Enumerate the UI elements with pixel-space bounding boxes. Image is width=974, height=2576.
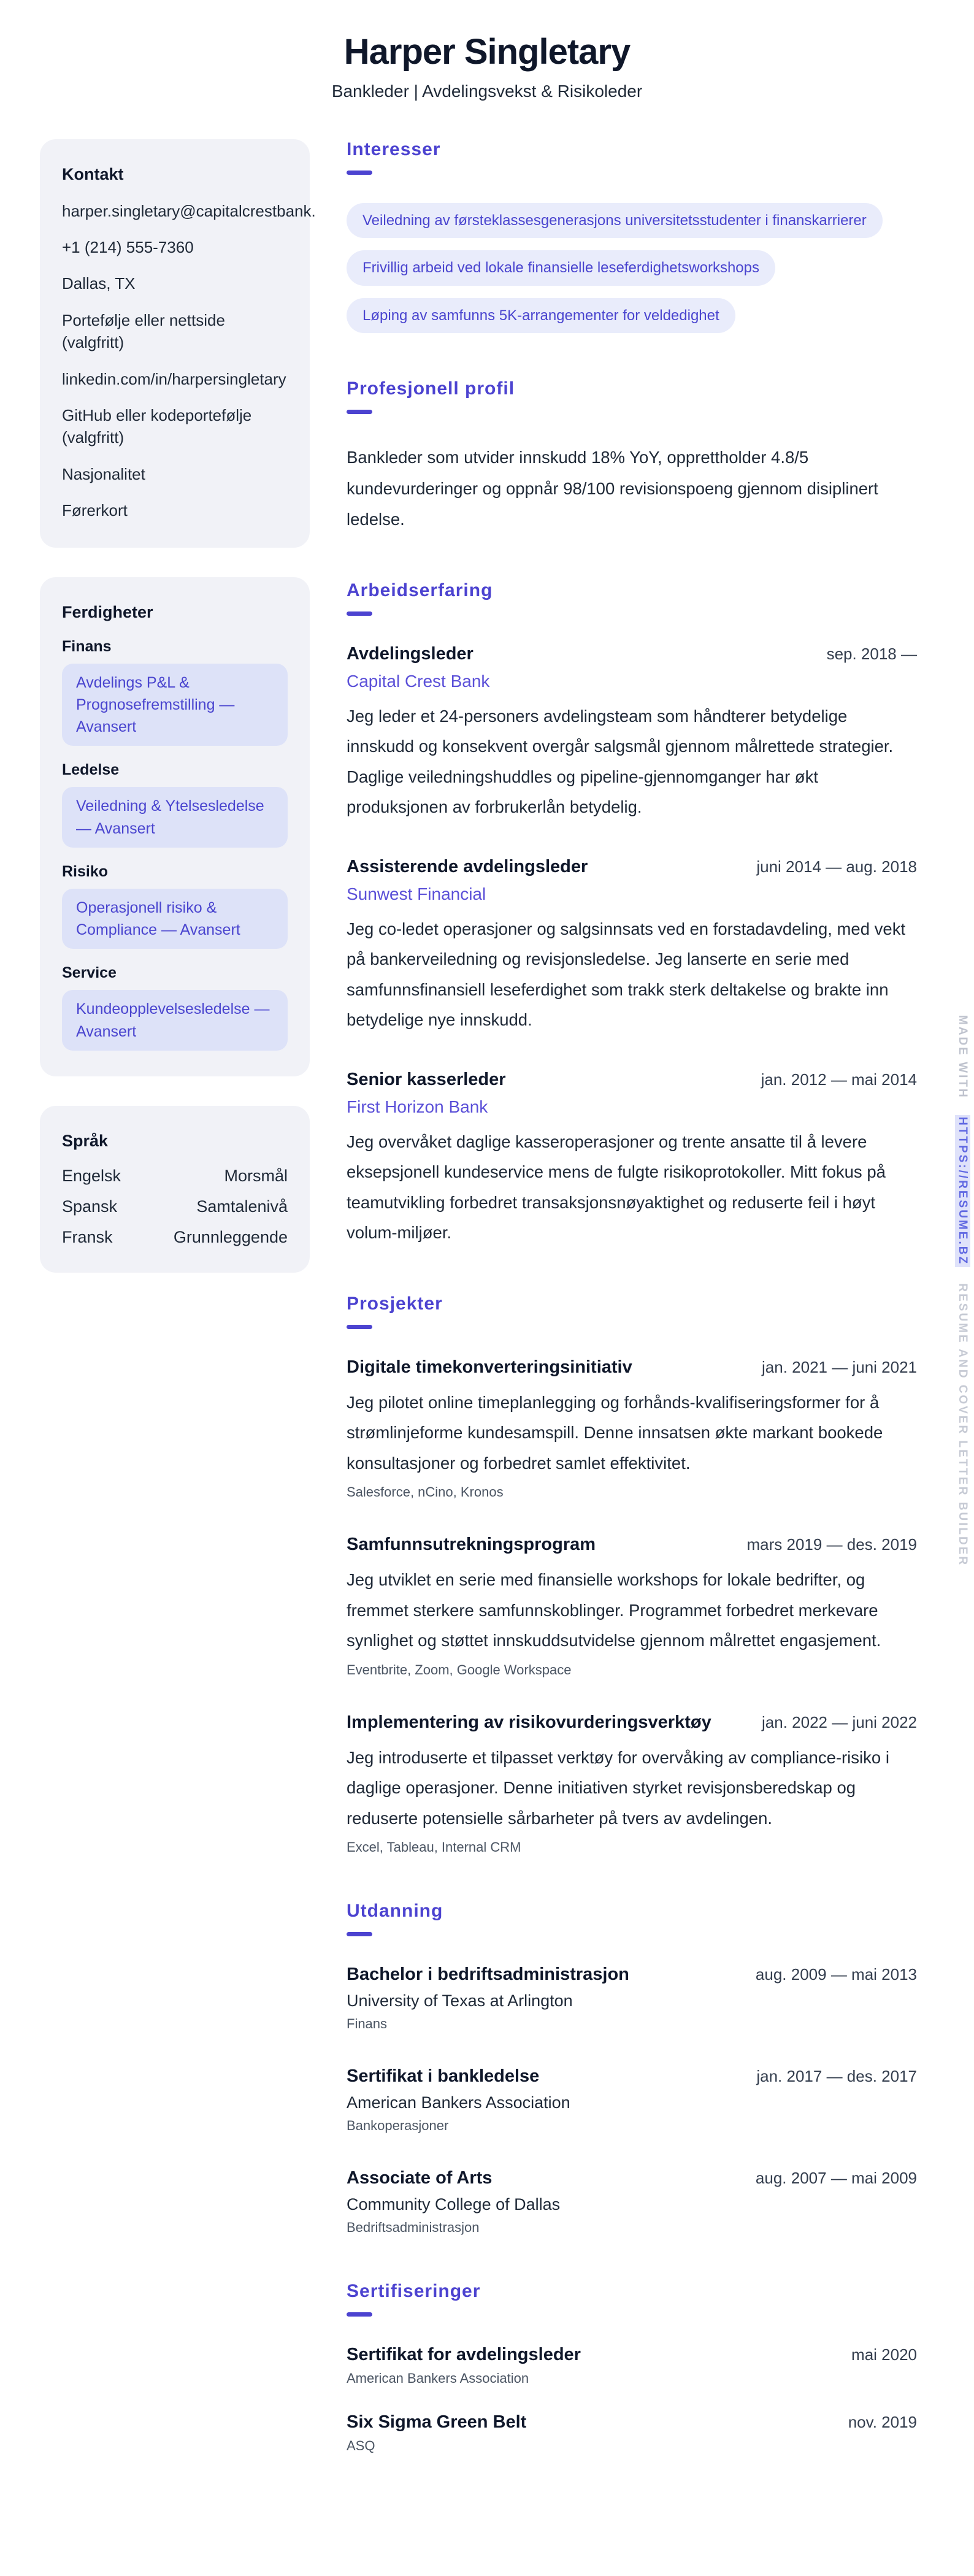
job-subtitle: Bankleder | Avdelingsvekst & Risikoleder — [331, 81, 643, 101]
job-description: Jeg co-ledet operasjoner og salgsinnsats ved en forstadavdeling, med vekt på bankerveiledning og revisjonsledelse. Jeg lanserte en serie med samfunnsfinansiell leseferdighet som trakk sterk deltakelse og brakte inn betydelige nye innskudd. — [347, 919, 906, 1030]
contact-email[interactable]: harper.singletary@capitalcrestbank. — [62, 201, 316, 220]
education-dates: aug. 2007 — mai 2009 — [755, 2169, 917, 2188]
interest-row — [347, 298, 917, 334]
project-entry — [347, 1535, 917, 1678]
interests-heading: Interesser — [347, 139, 441, 159]
project-title: Samfunnsutrekningsprogram — [347, 1535, 596, 1555]
certification-name: Six Sigma Green Belt — [347, 2412, 527, 2432]
job-title: Avdelingsleder — [347, 643, 474, 664]
field-of-study: Bedriftsadministrasjon — [347, 2220, 480, 2236]
contact-phone: +1 (214) 555-7360 — [62, 238, 194, 257]
job-description: Jeg leder et 24-personers avdelingsteam som håndterer betydelige innskudd og konsekvent overgår salgsmål gjennom målrettede strategier. Daglige veiledningshuddles og pipeline-gjennomganger har økt produksjonen av forbrukerlån betydelig. — [347, 706, 894, 817]
project-dates: jan. 2021 — juni 2021 — [762, 1357, 917, 1376]
contact-linkedin[interactable]: linkedin.com/in/harpersingletary — [62, 369, 286, 388]
skill-group-risiko — [62, 863, 288, 949]
field-of-study: Finans — [347, 2016, 388, 2032]
certification-entry — [347, 2412, 917, 2454]
language-level: Morsmål — [224, 1166, 288, 1185]
job-entry — [347, 644, 917, 822]
project-description: Jeg pilotet online timeplanlegging og forhånds-kvalifiseringsformer for å strømlinjeforme kundesamspill. Denne innsatsen økte markant bookede konsultasjoner og forbedret samlet effektivitet. — [347, 1392, 883, 1473]
skills-title: Ferdigheter — [62, 602, 153, 621]
languages-title: Språk — [62, 1131, 109, 1150]
language-level: Samtalenivå — [196, 1197, 288, 1216]
heading-underline — [347, 2312, 372, 2317]
skill-pill: Avdelings P&L & Prognosefremstilling — Avansert — [62, 664, 288, 746]
degree-title: Associate of Arts — [347, 2168, 493, 2188]
section-interests — [347, 139, 917, 334]
project-dates: mars 2019 — des. 2019 — [746, 1535, 917, 1554]
field-of-study: Bankoperasjoner — [347, 2118, 449, 2134]
interest-pill: Frivillig arbeid ved lokale finansielle leseferdighetsworkshops — [347, 250, 775, 286]
profile-heading: Profesjonell profil — [347, 378, 515, 399]
skill-group-service — [62, 964, 288, 1051]
contact-card — [40, 139, 316, 548]
education-dates: aug. 2009 — mai 2013 — [755, 1965, 917, 1984]
watermark-tagline: RESUME AND COVER LETTER BUILDER — [956, 1283, 969, 1567]
job-title: Senior kasserleder — [347, 1069, 506, 1089]
section-projects — [347, 1294, 917, 1856]
page-title: Harper Singletary — [343, 32, 631, 72]
contact-title: Kontakt — [62, 164, 124, 183]
job-title: Assisterende avdelingsleder — [347, 856, 588, 876]
school-name: American Bankers Association — [347, 2093, 570, 2112]
main-column — [347, 139, 917, 2499]
skill-pill: Veiledning & Ytelsesledelse — Avansert — [62, 787, 288, 848]
two-column-layout — [0, 101, 974, 2499]
school-name: Community College of Dallas — [347, 2195, 561, 2214]
section-education — [347, 1901, 917, 2236]
contact-location: Dallas, TX — [62, 274, 136, 293]
interest-row — [347, 250, 917, 286]
watermark-made-with: MADE WITH — [956, 1015, 969, 1099]
project-description: Jeg utviklet en serie med finansielle workshops for lokale bedrifter, og fremmet sterkere samfunnskoblinger. Programmet forbedret merkevare synlighet og støttet innskuddsutvidelse gjennom målrettet engasjement. — [347, 1570, 881, 1650]
certification-issuer: ASQ — [347, 2438, 375, 2454]
skill-group-finans — [62, 638, 288, 746]
heading-underline — [347, 410, 372, 414]
profile-summary: Bankleder som utvider innskudd 18% YoY, opprettholder 4.8/5 kundevurderinger og oppnår 98/100 revisionspoeng gjennom disiplinert ledelse. — [347, 448, 878, 529]
heading-underline — [347, 171, 372, 175]
skill-group-label: Ledelse — [62, 761, 120, 779]
degree-title: Bachelor i bedriftsadministrasjon — [347, 1965, 629, 1985]
skill-group-label: Risiko — [62, 862, 109, 880]
heading-underline — [347, 611, 372, 616]
certification-issuer: American Bankers Association — [347, 2371, 529, 2386]
certification-entry — [347, 2345, 917, 2386]
languages-card — [40, 1106, 310, 1273]
skills-card — [40, 577, 310, 1076]
job-company: Sunwest Financial — [347, 884, 486, 903]
section-experience — [347, 580, 917, 1248]
section-profile — [347, 378, 917, 534]
skill-group-label: Finans — [62, 637, 112, 655]
project-tools: Salesforce, nCino, Kronos — [347, 1484, 504, 1500]
skill-group-label: Service — [62, 964, 117, 982]
projects-heading: Prosjekter — [347, 1293, 443, 1314]
job-dates: jan. 2012 — mai 2014 — [761, 1070, 917, 1089]
degree-title: Sertifikat i bankledelse — [347, 2066, 540, 2087]
interest-row — [347, 203, 917, 239]
contact-github: GitHub eller kodeportefølje (valgfritt) — [62, 406, 252, 447]
language-level: Grunnleggende — [173, 1227, 288, 1246]
job-description: Jeg overvåket daglige kasseroperasjoner og trente ansatte til å levere eksepsjonell kundeservice mens de fulgte risikoprotokoller. Mitt fokus på teamutvikling forbedret transaksjonsnøyaktighet og reduserte feil i høyt volum-miljøer. — [347, 1132, 886, 1243]
job-dates: juni 2014 — aug. 2018 — [756, 857, 917, 876]
skill-pill: Operasjonell risiko & Compliance — Avansert — [62, 889, 288, 949]
skill-pill: Kundeopplevelsesledelse — Avansert — [62, 990, 288, 1051]
project-entry — [347, 1712, 917, 1856]
skill-group-ledelse — [62, 761, 288, 848]
job-dates: sep. 2018 — — [826, 644, 917, 663]
language-row — [62, 1167, 288, 1186]
contact-nationality: Nasjonalitet — [62, 464, 145, 483]
job-company: Capital Crest Bank — [347, 671, 490, 691]
project-tools: Eventbrite, Zoom, Google Workspace — [347, 1662, 572, 1677]
certifications-heading: Sertifiseringer — [347, 2281, 481, 2302]
certification-date: nov. 2019 — [848, 2413, 917, 2432]
contact-license: Førerkort — [62, 501, 128, 520]
job-company: First Horizon Bank — [347, 1097, 488, 1116]
language-row — [62, 1197, 288, 1216]
education-entry — [347, 1965, 917, 2032]
education-entry — [347, 2168, 917, 2236]
experience-heading: Arbeidserfaring — [347, 580, 493, 600]
project-dates: jan. 2022 — juni 2022 — [762, 1712, 917, 1731]
interest-pill: Løping av samfunns 5K-arrangementer for veldedighet — [347, 298, 735, 334]
section-certifications — [347, 2281, 917, 2454]
language-name: Spansk — [62, 1197, 118, 1216]
certification-name: Sertifikat for avdelingsleder — [347, 2345, 581, 2365]
sidebar — [40, 139, 316, 1273]
heading-underline — [347, 1932, 372, 1936]
watermark-url-link[interactable]: HTTPS://RESUME.BZ — [955, 1115, 970, 1267]
job-entry — [347, 857, 917, 1035]
resume-header — [0, 0, 974, 101]
watermark — [956, 1015, 969, 1566]
project-entry — [347, 1357, 917, 1501]
contact-portfolio: Portefølje eller nettside (valgfritt) — [62, 310, 225, 352]
language-row — [62, 1228, 288, 1247]
education-dates: jan. 2017 — des. 2017 — [756, 2067, 917, 2086]
job-entry — [347, 1070, 917, 1248]
project-title: Implementering av risikovurderingsverktøy — [347, 1712, 711, 1732]
language-name: Engelsk — [62, 1166, 121, 1185]
certification-date: mai 2020 — [851, 2345, 917, 2364]
project-tools: Excel, Tableau, Internal CRM — [347, 1839, 521, 1855]
language-name: Fransk — [62, 1227, 113, 1246]
education-heading: Utdanning — [347, 1901, 443, 1922]
interest-pill: Veiledning av førsteklassesgenerasjons universitetsstudenter i finanskarrierer — [347, 203, 883, 239]
project-description: Jeg introduserte et tilpasset verktøy for overvåking av compliance-risiko i daglige operasjoner. Denne initiativen styrket revisjonsberedskap og reduserte potensielle sårbarheter på tvers av avdelingen. — [347, 1747, 889, 1828]
school-name: University of Texas at Arlington — [347, 1991, 573, 2011]
education-entry — [347, 2066, 917, 2134]
project-title: Digitale timekonverteringsinitiativ — [347, 1357, 632, 1377]
heading-underline — [347, 1325, 372, 1329]
